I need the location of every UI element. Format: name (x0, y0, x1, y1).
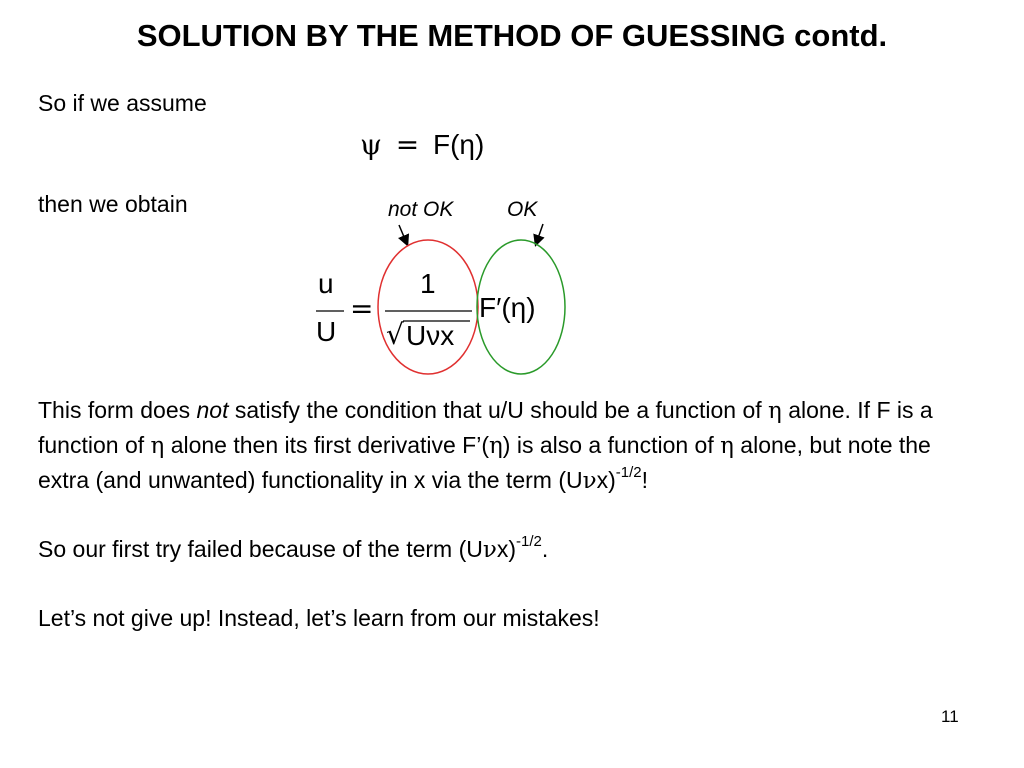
equals-sign-2: = (350, 292, 374, 325)
page-number: 11 (941, 707, 959, 726)
f-prime-eta: F′(η) (479, 292, 536, 323)
sqrt-symbol: √ (386, 318, 404, 351)
frac-Unux: Uνx (406, 320, 455, 351)
body-text (38, 393, 988, 635)
assume-text: So if we assume (38, 90, 207, 116)
paragraph-first-try-failed: So our first try failed because of the term $(U\nu x)^{-1/2}$. (38, 533, 549, 563)
paragraph-not-satisfy: This form does not satisfy the condition that u/U should be a function of η alone. If F is a function of η alone then its first derivative F’(η) is also a function of η alone, but note the extra (and unwanted) functionality in x via the term $(U\nu x)^{-1/2}$! (38, 397, 933, 494)
not-ok-label: not OK (388, 198, 454, 221)
frac-U: U (316, 316, 337, 347)
paragraph-learn-from-mistakes: Let’s not give up! Instead, let’s learn from our mistakes! (38, 605, 600, 631)
slide-title: SOLUTION BY THE METHOD OF GUESSING contd. (136, 18, 888, 53)
obtain-text: then we obtain (38, 191, 188, 217)
ok-label: OK (507, 198, 538, 221)
not-ok-circle (378, 240, 478, 374)
psi-symbol: ψ (360, 128, 382, 161)
frac-u: u (318, 268, 334, 299)
f-of-eta: F(η) (433, 129, 485, 160)
not-ok-arrow (399, 225, 407, 244)
ok-arrow (536, 224, 543, 244)
frac-one: 1 (420, 268, 436, 299)
equals-sign: = (395, 128, 420, 161)
